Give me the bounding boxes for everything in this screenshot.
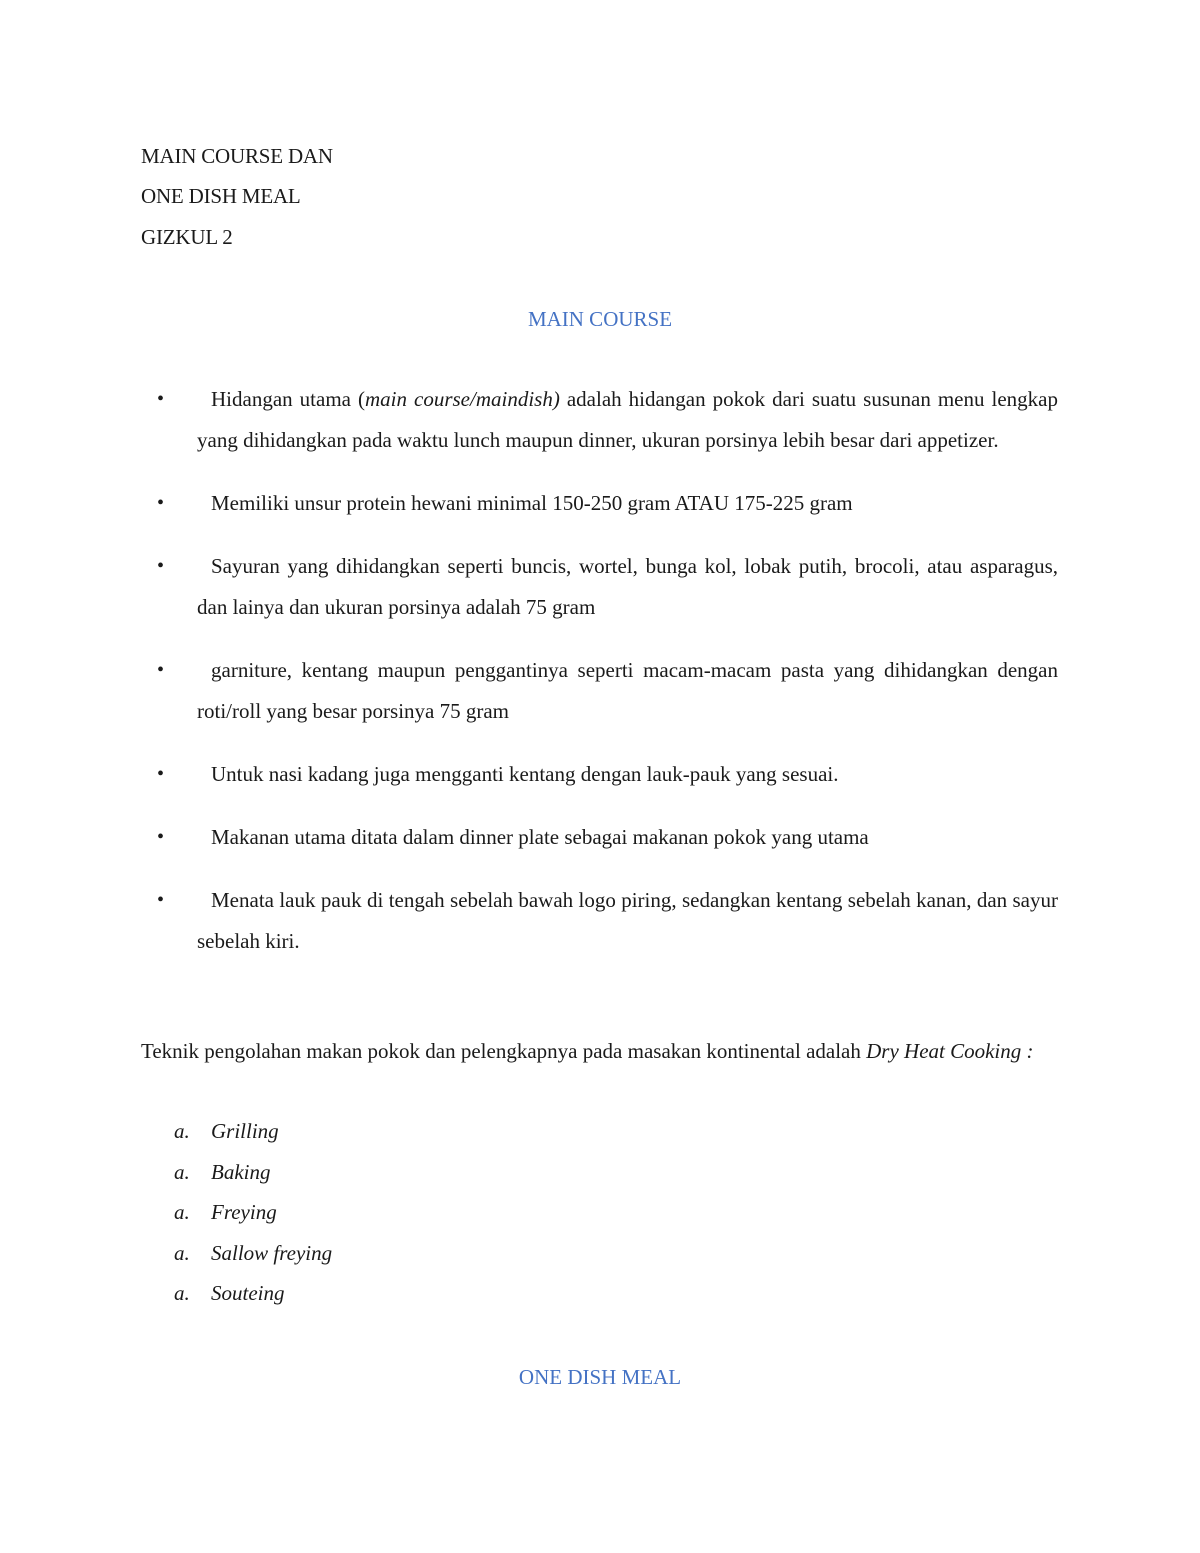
list-item	[141, 546, 1058, 628]
technique-name: Grilling	[211, 1119, 279, 1143]
main-course-heading: MAIN COURSE	[527, 307, 673, 331]
technique-name: Freying	[211, 1200, 277, 1224]
list-item	[141, 754, 1058, 795]
list-item	[141, 817, 1058, 858]
bullet-text: Menata lauk pauk di tengah sebelah bawah logo piring, sedangkan kentang sebelah kanan, dan sayur sebelah kiri.	[197, 888, 1058, 953]
list-item	[141, 1152, 332, 1193]
list-item	[141, 1273, 332, 1314]
technique-name: Sallow freying	[211, 1240, 333, 1265]
bullet-icon: •	[157, 826, 165, 848]
bullet-text: Memiliki unsur protein hewani minimal 150-250 gram ATAU 175-225 gram	[211, 491, 853, 515]
doc-title-line-1: MAIN COURSE DAN	[141, 144, 333, 168]
technique-paragraph: Teknik pengolahan makan pokok dan pelengkapnya pada masakan kontinental adalah Dry Heat Cooking :	[141, 1039, 1034, 1063]
doc-title-line-3: GIZKUL 2	[141, 225, 233, 249]
list-item	[141, 483, 1058, 524]
technique-name: Souteing	[211, 1281, 285, 1305]
bullet-text: garniture, kentang maupun penggantinya seperti macam-macam pasta yang dihidangkan dengan roti/roll yang besar porsinya 75 gram	[197, 658, 1058, 723]
bullet-text: Makanan utama ditata dalam dinner plate sebagai makanan pokok yang utama	[211, 825, 869, 849]
main-course-bullet-list	[141, 379, 1058, 984]
list-item	[141, 650, 1058, 732]
bullet-icon: •	[157, 889, 165, 911]
doc-title-line-2: ONE DISH MEAL	[141, 184, 301, 208]
list-item	[141, 379, 1058, 461]
list-marker: a.	[174, 1281, 190, 1305]
technique-name: Baking	[211, 1159, 271, 1184]
list-marker: a.	[174, 1240, 190, 1265]
bullet-text: Sayuran yang dihidangkan seperti buncis, wortel, bunga kol, lobak putih, brocoli, atau asparagus, dan lainya dan ukuran porsinya adalah 75 gram	[197, 554, 1058, 619]
bullet-icon: •	[157, 492, 165, 514]
list-marker: a.	[174, 1200, 190, 1224]
bullet-text: Hidangan utama (main course/maindish) adalah hidangan pokok dari suatu susunan menu lengkap yang dihidangkan pada waktu lunch maupun dinner, ukuran porsinya lebih besar dari appetizer.	[197, 387, 1058, 452]
list-marker: a.	[174, 1119, 190, 1143]
list-item	[141, 880, 1058, 962]
bullet-icon: •	[157, 555, 165, 577]
technique-list	[141, 1111, 332, 1314]
list-item	[141, 1192, 332, 1233]
list-marker: a.	[174, 1159, 190, 1184]
list-item	[141, 1233, 332, 1274]
bullet-icon: •	[157, 763, 165, 785]
bullet-text: Untuk nasi kadang juga mengganti kentang dengan lauk-pauk yang sesuai.	[211, 762, 839, 786]
bullet-icon: •	[157, 659, 165, 681]
bullet-icon: •	[157, 388, 165, 410]
list-item	[141, 1111, 332, 1152]
one-dish-meal-heading: ONE DISH MEAL	[518, 1365, 682, 1389]
